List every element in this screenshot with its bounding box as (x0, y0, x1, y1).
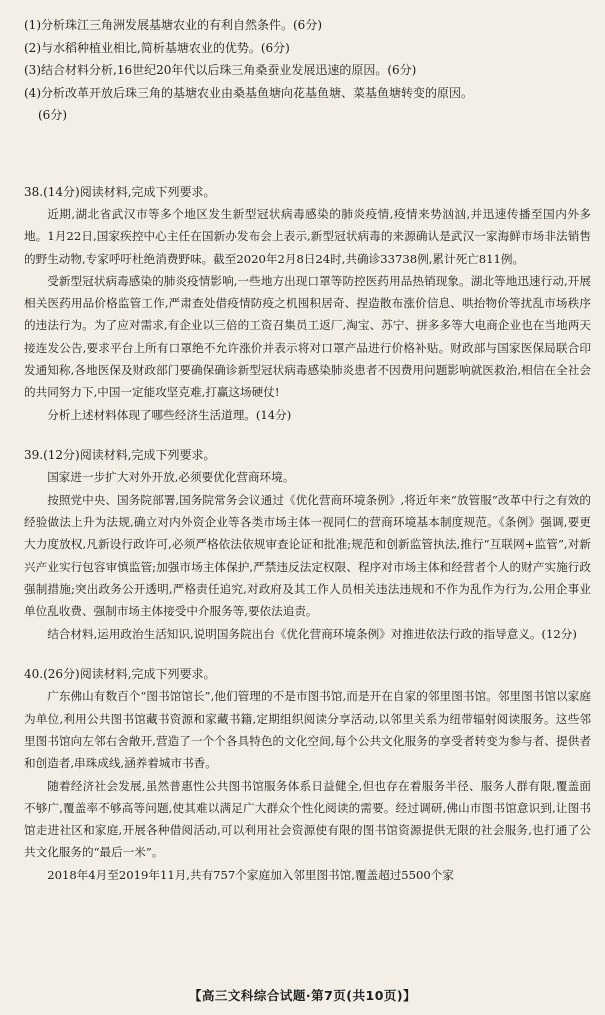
q38-prompt: 分析上述材料体现了哪些经济生活道理。(14分) (47, 407, 292, 422)
q39-prompt: 结合材料,运用政治生活知识,说明国务院出台《优化营商环境条例》对推进依法行政的指导意义。(12分) (47, 626, 577, 641)
q38-paragraph-1: 近期,湖北省武汉市等多个地区发生新型冠状病毒感染的肺炎疫情,疫情来势汹汹,并迅速传播至国内外多地。1月22日,国家疾控中心主任在国新办发布会上表示,新型冠状病毒的来源确认是武汉一家海鲜市场非法销售的野生动物,专家呼吁杜绝消费野味。截至2020年2月8日24时,共确诊33738例,累计死亡811例。 (24, 207, 591, 266)
q40-paragraph-2: 随着经济社会发展,虽然普惠性公共图书馆服务体系日益健全,但也存在着服务半径、服务人群有限,覆盖面不够广,覆盖率不够高等问题,使其难以满足广大群众个性化阅读的需要。经过调研,佛山市图书馆意识到,让图书馆走进社区和家庭,开展各种借阅活动,可以利用社会资源使有限的图书馆资源提供无限的社会服务,也打通了公共文化服务的“最后一米”。 (24, 778, 591, 860)
page-footer: 【高三文科综合试题·第7页(共10页)】 (188, 987, 417, 1003)
q40-paragraph-3: 2018年4月至2019年11月,共有757个家庭加入邻里图书馆,覆盖超过5500个家 (47, 867, 454, 882)
q37-item-1: (1)分析珠江三角洲发展基塘农业的有利自然条件。(6分) (24, 18, 322, 32)
question-37-tail (24, 14, 591, 127)
q39-paragraph-2: 按照党中央、国务院部署,国务院常务会议通过《优化营商环境条例》,将近年来“放管服”改革中行之有效的经验做法上升为法规,确立对内外资企业等各类市场主体一视同仁的营商环境基本制度规范。《条例》强调,要更大力度放权,凡新设行政许可,必须严格依法依规审查论证和批准;规范和创新监管执法,推行“互联网+监管”,对新兴产业实行包容审慎监管;加强市场主体保护,严禁违反法定权限、程序对市场主体和经营者个人的财产实施行政强制措施;突出政务公开透明,严格责任追究,对政府及其工作人员相关违法违规和不作为乱作为行为,公用企事业单位乱收费、强制市场主体接受中介服务等,要依法追责。 (24, 492, 591, 619)
q37-item-4-score: (6分) (38, 108, 67, 122)
q37-item-2: (2)与水稻种植业相比,简析基塘农业的优势。(6分) (24, 40, 290, 55)
q40-heading: 40.(26分)阅读材料,完成下列要求。 (24, 666, 216, 681)
question-40 (24, 663, 591, 886)
q40-paragraph-1: 广东佛山有数百个“图书馆馆长”,他们管理的不是市图书馆,而是开在自家的邻里图书馆。邻里图书馆以家庭为单位,利用公共图书馆藏书资源和家藏书籍,定期组织阅读分享活动,以邻里关系为纽带辐射阅读服务。这些邻里图书馆向左邻右舍敞开,营造了一个个各具特色的文化空间,每个公共文化服务的享受者转变为参与者、提供者和创造者,串珠成线,涵养着城市书香。 (24, 689, 591, 771)
q38-heading: 38.(14分)阅读材料,完成下列要求。 (24, 184, 216, 199)
q37-item-3: (3)结合材料分析,16世纪20年代以后珠三角桑蚕业发展迅速的原因。(6分) (24, 63, 417, 77)
question-39 (24, 444, 591, 645)
q38-paragraph-2: 受新型冠状病毒感染的肺炎疫情影响,一些地方出现口罩等防控医药用品热销现象。湖北等地迅速行动,开展相关医药用品价格监管工作,严肃查处借疫情防疫之机囤积居奇、捏造散布涨价信息、哄抬物价等扰乱市场秩序的违法行为。为了应对需求,有企业以三倍的工资召集员工返厂,淘宝、苏宁、拼多多等大电商企业也在当地两天接连发公告,要求平台上所有口罩绝不允许涨价并表示将对口罩产品进行价格补贴。财政部与国家医保局联合印发通知称,各地医保及财政部门要确保确诊新型冠状病毒感染肺炎患者不因费用问题影响就医救治,相信在全社会的共同努力下,中国一定能攻坚克难,打赢这场硬仗! (24, 273, 591, 400)
q39-heading: 39.(12分)阅读材料,完成下列要求。 (24, 447, 216, 462)
q39-paragraph-1: 国家进一步扩大对外开放,必须要优化营商环境。 (47, 470, 295, 485)
question-38 (24, 181, 591, 426)
q37-item-4: (4)分析改革开放后珠三角的基塘农业由桑基鱼塘向花基鱼塘、菜基鱼塘转变的原因。 (24, 85, 474, 100)
